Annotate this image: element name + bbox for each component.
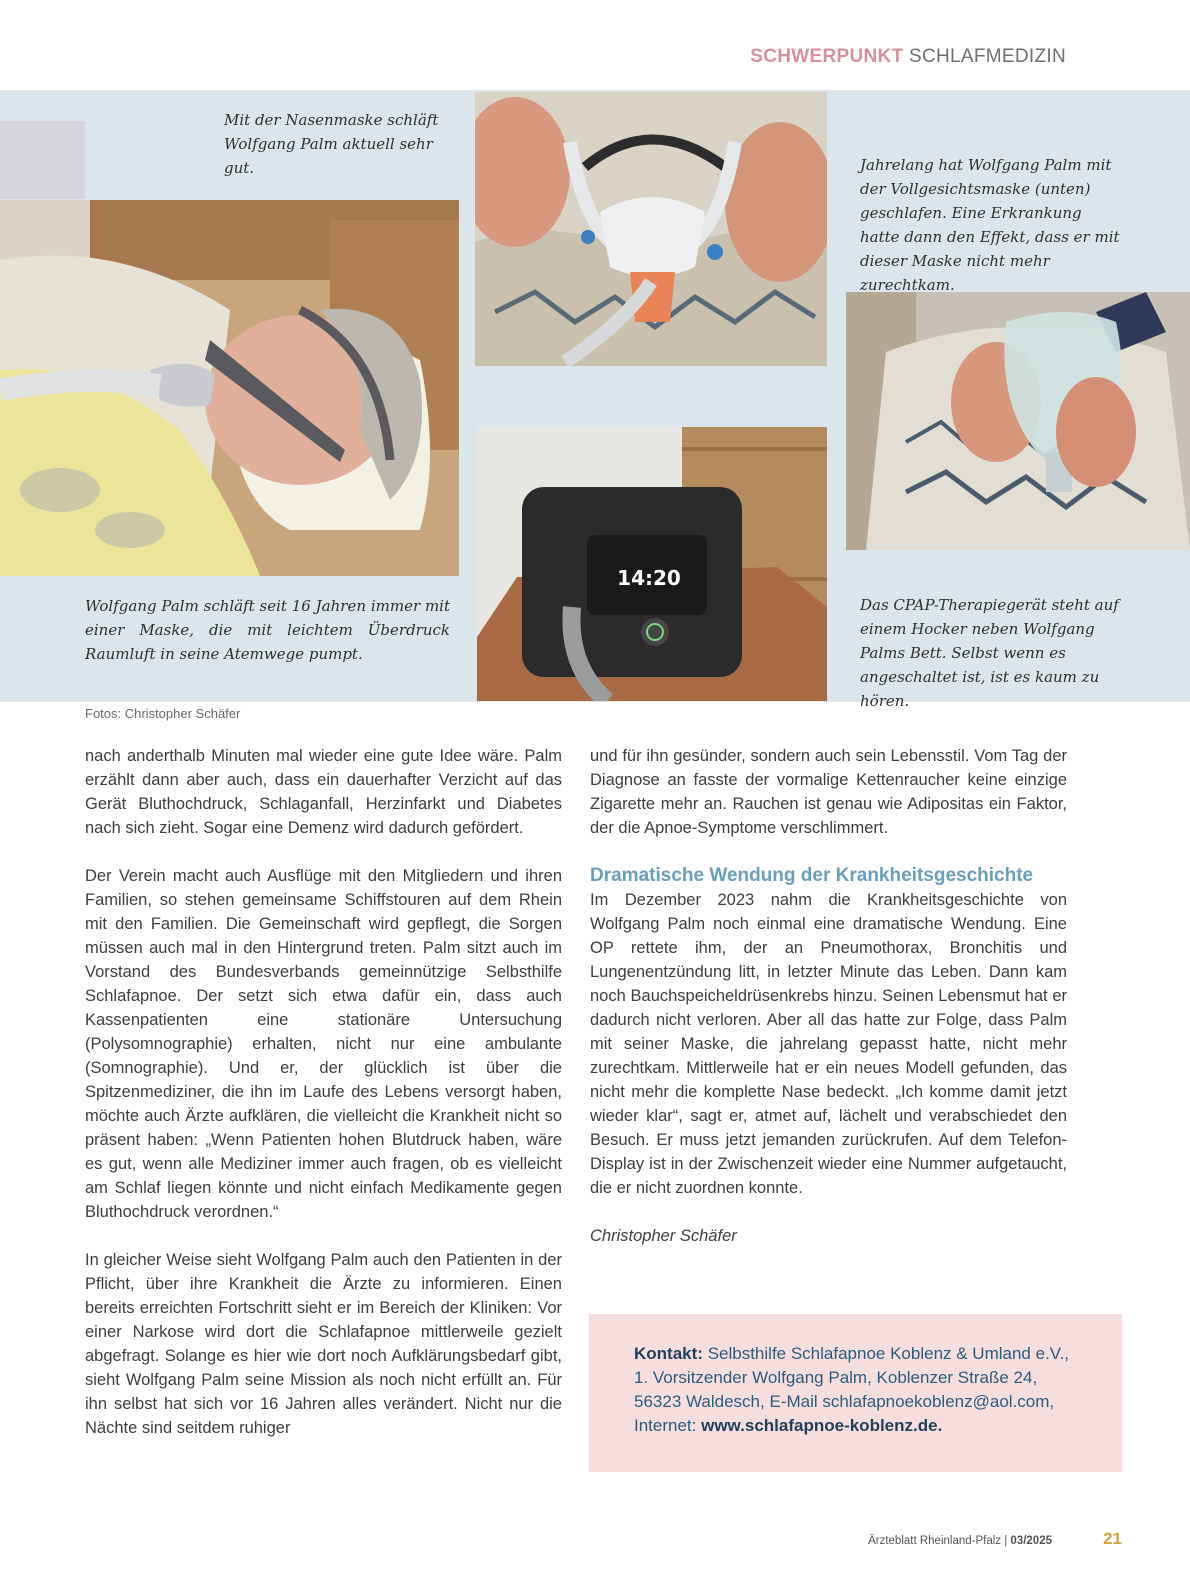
caption-full-face-mask: Jahrelang hat Wolfgang Palm mit der Vollgesichtsmaske (unten) geschlafen. Eine Erkrankung hatte dann den Effekt, dass er mit dieser Maske nicht mehr zurechtkam.	[860, 156, 1120, 294]
article-author: Christopher Schäfer	[590, 1227, 737, 1245]
article-paragraph: In gleicher Weise sieht Wolfgang Palm auch den Patienten in der Pflicht, über ihre Krankheit die Ärzte zu informieren. Einen bereits erreichten Fortschritt sieht er im Bereich der Kliniken: Vor einer Narkose wird dort die Schlafapnoe mittlerweile gezielt abgefragt. Solange es hier wie dort noch Aufklärungsbedarf gibt, sieht Wolfgang Palm seine Mission als noch nicht erfüllt an. Für ihn selbst hat sich vor 16 Jahren alles verändert. Nicht nur die Nächte sind seitdem ruhiger	[85, 1251, 562, 1437]
footer-issue: 03/2025	[1010, 1535, 1052, 1547]
article-column-left	[85, 744, 562, 1464]
section-header	[750, 46, 1066, 68]
article-paragraph: nach anderthalb Minuten mal wieder eine gute Idee wäre. Palm erzählt dann aber auch, dass ein dauerhafter Verzicht auf das Gerät Bluthochdruck, Schlaganfall, Herzinfarkt und Diabetes nach sich zieht. Sogar eine Demenz wird dadurch gefördert.	[85, 747, 562, 837]
photo-credit: Fotos: Christopher Schäfer	[85, 706, 241, 721]
contact-box	[589, 1314, 1122, 1472]
contact-label: Kontakt:	[634, 1344, 703, 1363]
article-column-right	[590, 744, 1067, 1248]
article-paragraph: Der Verein macht auch Ausflüge mit den Mitgliedern und ihren Familien, so stehen gemeinsame Schiffstouren auf dem Rhein mit den Familien. Die Gemeinschaft wird gepflegt, die Sorgen müssen auch mal in den Hintergrund treten. Palm sitzt auch im Vorstand des Bundesverbands gemeinnützige Selbsthilfe Schlafapnoe. Der setzt sich etwa dafür ein, dass auch Kassenpatienten eine stationäre Untersuchung (Polysomnographie) erhalten, nicht nur eine ambulante (Somnographie). Und er, der glücklich ist über die Spitzenmediziner, die ihn im Laufe des Lebens versorgt haben, möchte auch Ärzte aufklären, die vielleicht die Krankheit nicht so präsent haben: „Wenn Patienten hohen Blutdruck haben, wäre es gut, wenn alle Mediziner immer auch fragen, ob es vielleicht am Schlaf liegen könnte und nicht einfach Medikamente gegen Bluthochdruck verordnen.“	[85, 867, 562, 1221]
contact-address: 56323 Waldesch, E-Mail schlafapnoekoblenz@aol.com,	[634, 1392, 1055, 1411]
article-subheading: Dramatische Wendung der Krankheitsgeschichte	[590, 865, 1034, 886]
photo-cpap-device	[477, 427, 827, 701]
section-category: SCHWERPUNKT	[750, 46, 904, 67]
caption-sleeping: Wolfgang Palm schläft seit 16 Jahren immer mit einer Maske, die mit leichtem Überdruck Raumluft in seine Atemwege pumpt.	[85, 597, 450, 663]
device-clock: 14:20	[617, 566, 681, 590]
photo-nasal-mask-closeup	[475, 92, 827, 366]
caption-cpap-device: Das CPAP-Therapiegerät steht auf einem Hocker neben Wolfgang Palms Bett. Selbst wenn es angeschaltet ist, ist es kaum zu hören.	[860, 596, 1119, 710]
photo-full-face-mask	[846, 292, 1190, 550]
page-number: 21	[1103, 1529, 1122, 1548]
contact-org: Selbsthilfe Schlafapnoe Koblenz & Umland e.V.,	[707, 1344, 1070, 1363]
article-paragraph: und für ihn gesünder, sondern auch sein Lebensstil. Vom Tag der Diagnose an fasste der vormalige Kettenraucher keine einzige Zigarette mehr an. Rauchen ist genau wie Adipositas ein Faktor, der die Apnoe-Symptome verschlimmert.	[590, 747, 1067, 837]
decorative-tab	[0, 121, 85, 199]
contact-person: 1. Vorsitzender Wolfgang Palm, Koblenzer Straße 24,	[634, 1368, 1038, 1387]
photo-sleeping-with-mask	[0, 200, 459, 576]
footer	[868, 1535, 1052, 1547]
caption-nasal-mask: Mit der Nasenmaske schläft Wolfgang Palm aktuell sehr gut.	[224, 111, 439, 177]
contact-internet-label: Internet:	[634, 1416, 697, 1435]
footer-publication: Ärzteblatt Rheinland-Pfalz |	[868, 1535, 1008, 1547]
article-paragraph: Im Dezember 2023 nahm die Krankheitsgeschichte von Wolfgang Palm noch einmal eine dramatische Wendung. Eine OP rettete ihm, der an Pneumothorax, Bronchitis und Lungenentzündung litt, in letzter Minute das Leben. Dann kam noch Bauchspeicheldrüsenkrebs hinzu. Seinen Lebensmut hat er dadurch nicht verloren. Aber all das hatte zur Folge, dass Palm mit seiner Maske, die jahrelang gepasst hatte, nicht mehr zurechtkam. Mittlerweile hat er ein neues Modell gefunden, das nicht mehr die komplette Nase bedeckt. „Ich komme damit jetzt wieder klar“, sagt er, atmet auf, lächelt und verabschiedet den Besuch. Er muss jetzt jemanden zurückrufen. Auf dem Telefon-Display ist in der Zwischenzeit wieder eine Nummer aufgetaucht, die er nicht zuordnen konnte.	[590, 891, 1067, 1197]
contact-website-link[interactable]: www.schlafapnoe-koblenz.de.	[701, 1416, 943, 1435]
section-topic: SCHLAFMEDIZIN	[909, 46, 1066, 67]
